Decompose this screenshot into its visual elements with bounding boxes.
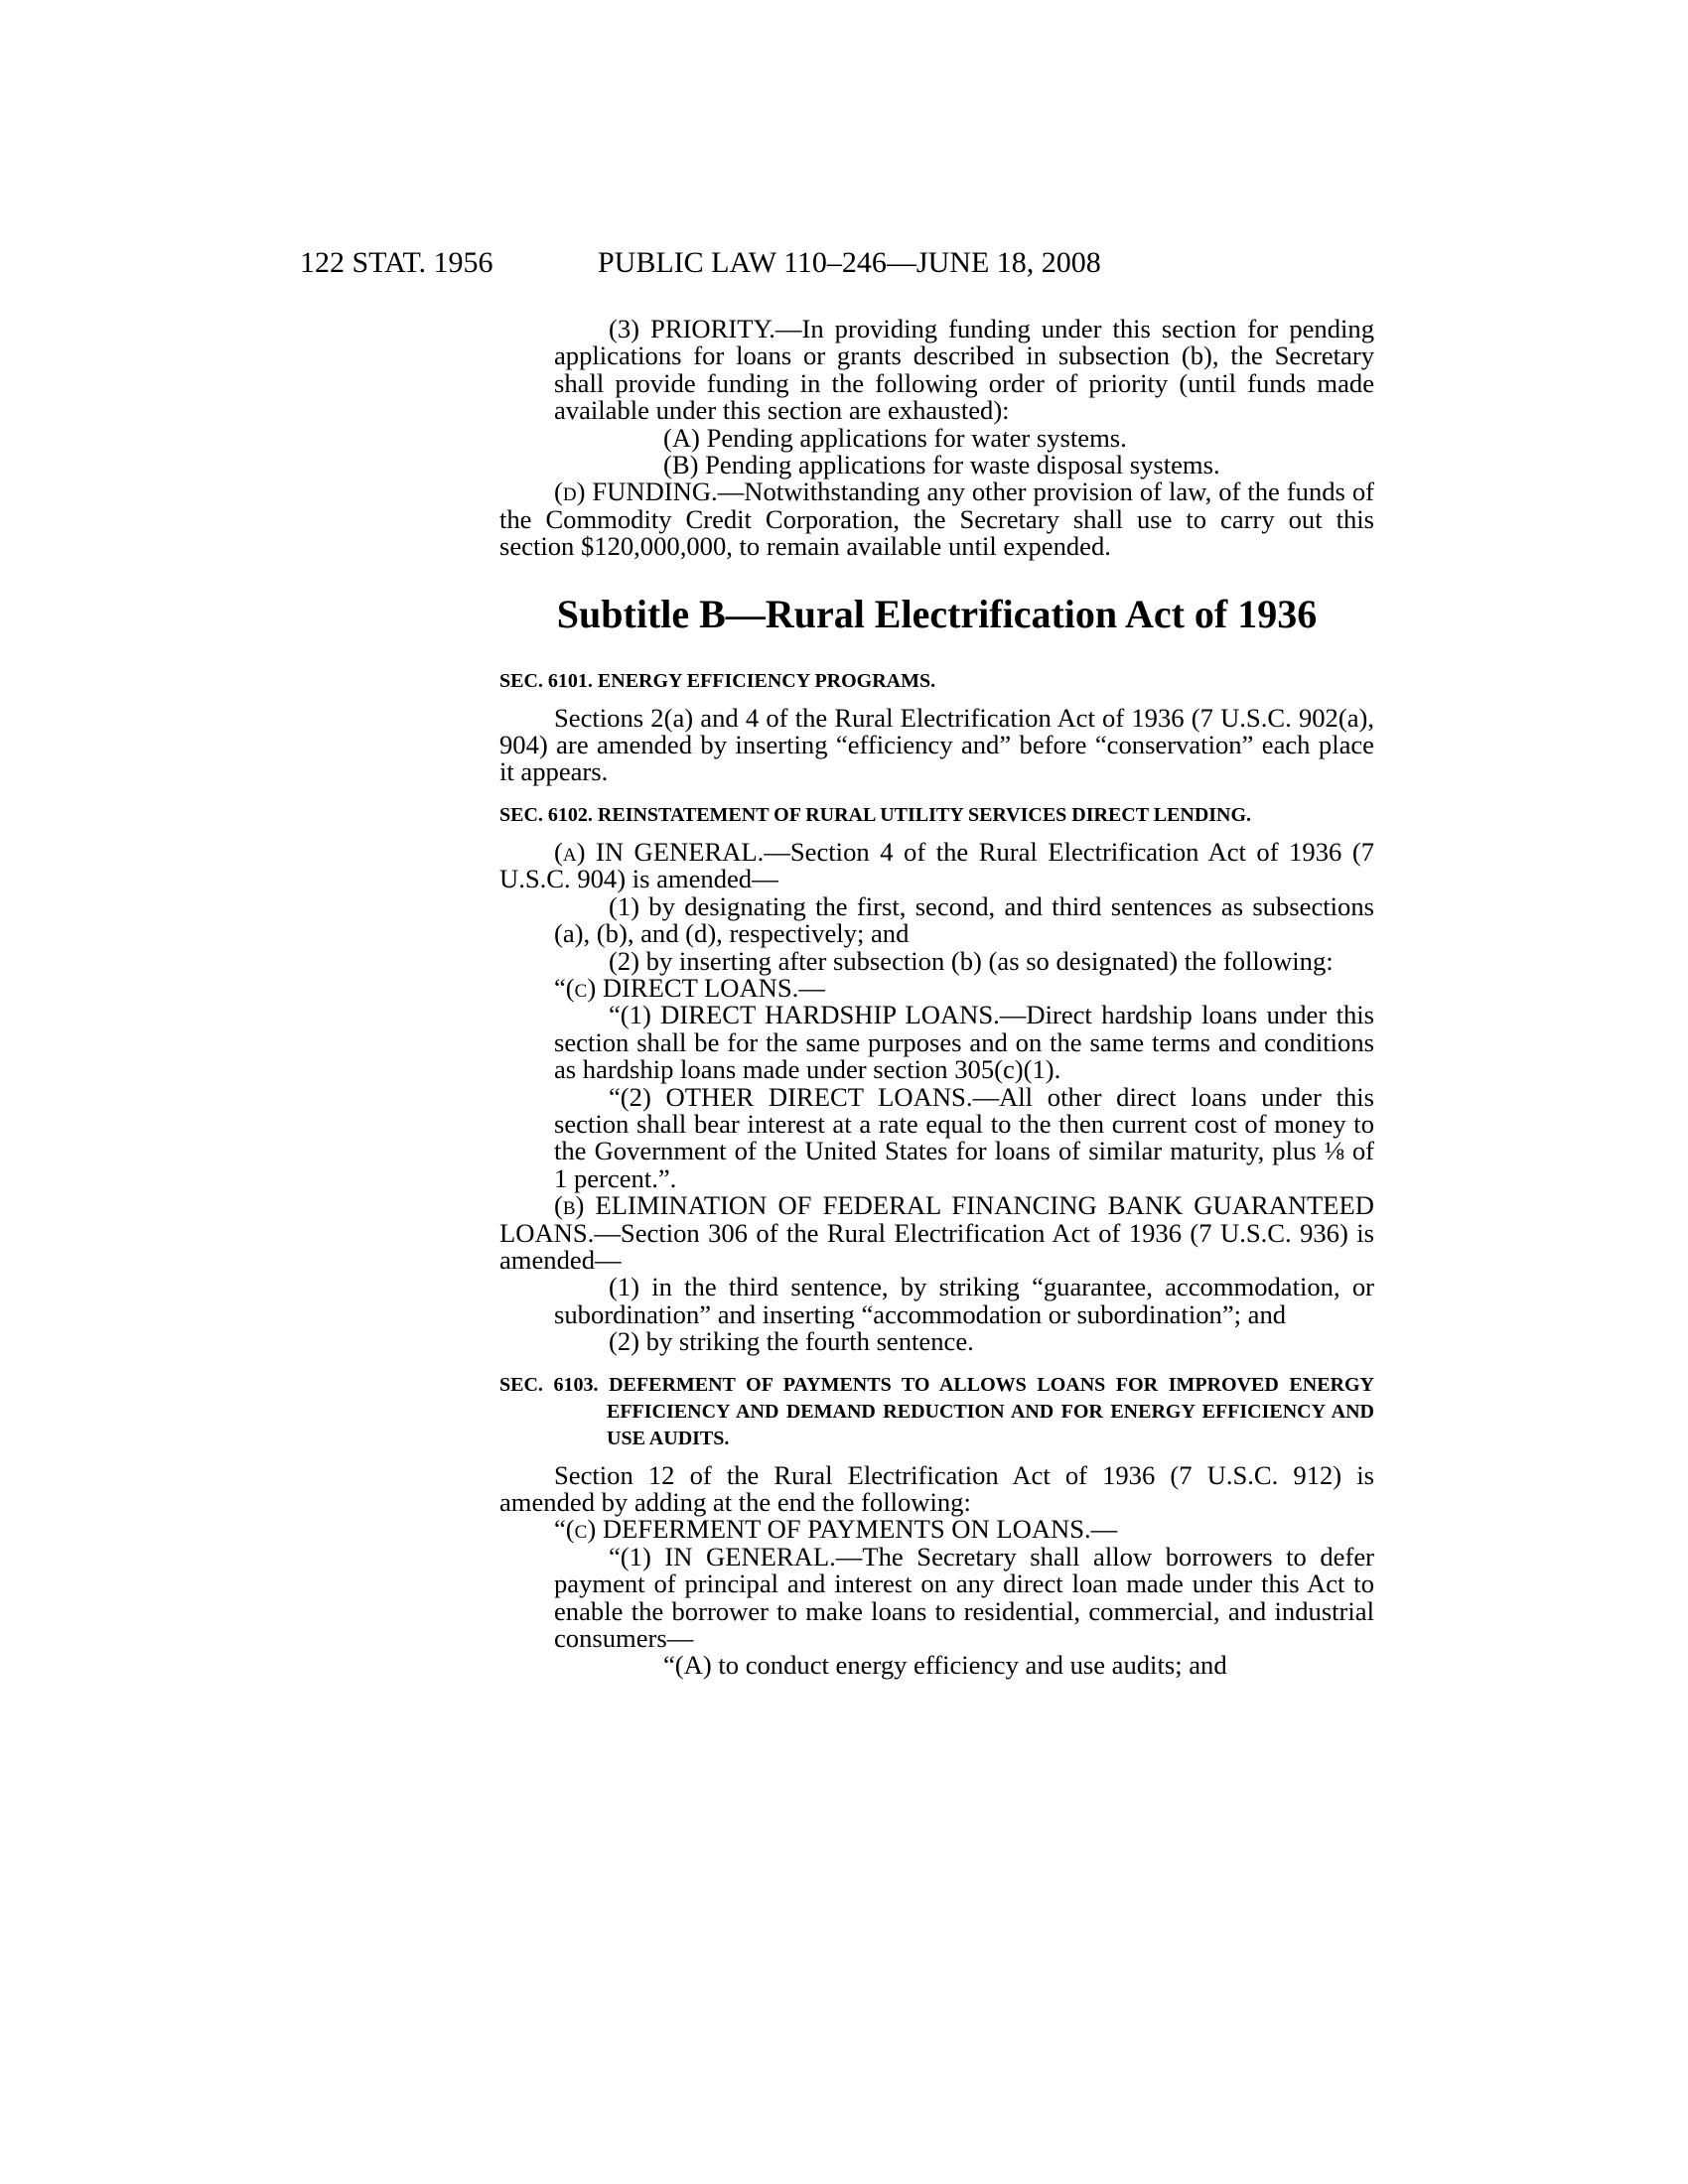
section-6102-heading: SEC. 6102. REINSTATEMENT OF RURAL UTILITY SERVICES DIRECT LENDING. [499,803,1252,826]
paragraph-other-loans [499,1081,1374,1193]
stat-page-number: 122 STAT. 1956 [300,246,493,279]
deferment-heading: “(c) DEFERMENT OF PAYMENTS ON LOANS.— [554,1514,1118,1545]
subtitle-heading: Subtitle B—Rural Electrification Act of 1936 [556,591,1318,636]
paragraph-inserting: (2) by inserting after subsection (b) (as so designated) the following: [609,945,1334,976]
funding-text: —Notwithstanding any other provision of law, of the funds of the Commodity Credit Corporation, the Secretary shall use to carry out this section $120,000,000, to remain available until expended. [499,477,1374,562]
ffb-text: —Section 306 of the Rural Electrification Act of 1936 (7 U.S.C. 936) is amended— [499,1217,1374,1275]
other-loans-text: —All other direct loans under this section shall bear interest at a rate equal to the then current cost of money to the Government of the United States for loans of similar maturity, plus ⅛ of 1 percent.”. [554,1081,1374,1193]
funding-heading: (d) FUNDING. [554,477,718,507]
running-head: PUBLIC LAW 110–246—JUNE 18, 2008 [598,246,1101,279]
paragraph-direct-loans [499,972,1374,1003]
paragraph-hardship-loans [499,1002,1374,1083]
paragraph-deferment-general [499,1541,1374,1654]
deferment-general-text: —The Secretary shall allow borrowers to defer payment of principal and interest on any direct loan made under this Act to enable the borrower to make loans to residential, commercial, and industrial consumers— [554,1541,1374,1654]
other-loans-heading: “(2) OTHER DIRECT LOANS. [609,1081,973,1112]
in-general-text: —Section 4 of the Rural Electrification Act of 1936 (7 U.S.C. 904) is amended— [499,836,1374,894]
direct-loans-heading: “(c) DIRECT LOANS.— [554,972,825,1003]
paragraph-designating: (1) by designating the first, second, and third sentences as subsections (a), (b), and (d), respectively; and [554,890,1374,949]
paragraph-priority [499,316,1374,425]
deferment-general-heading: “(1) IN GENERAL. [609,1541,836,1571]
in-general-heading: (a) IN GENERAL. [554,836,765,867]
priority-text: —In providing funding under this section for pending applications for loans or grants described in subsection (b), the Secretary shall provide funding in the following order of priority (until funds made available under this section are exhausted): [554,314,1375,426]
section-6103-heading: SEC. 6103. DEFERMENT OF PAYMENTS TO ALLOWS LOANS FOR IMPROVED ENERGY EFFICIENCY AND DEMAND REDUCTION AND FOR ENERGY EFFICIENCY AND USE AUDITS. [499,1373,1374,1449]
paragraph-ffb-elimination [499,1192,1374,1274]
page-header [0,246,1688,286]
paragraph-waste-systems: (B) Pending applications for waste disposal systems. [663,450,1220,480]
page-body [499,316,1374,1680]
paragraph-fourth-sentence: (2) by striking the fourth sentence. [609,1326,974,1357]
paragraph-third-sentence: (1) in the third sentence, by striking “guarantee, accommodation, or subordination” and inserting “accommodation or subordination”; and [554,1272,1374,1329]
paragraph-audits: “(A) to conduct energy efficiency and use audits; and [663,1650,1227,1681]
hardship-loans-text: —Direct hardship loans under this section shall be for the same purposes and on the same terms and conditions as hardship loans made under section 305(c)(1). [554,1000,1375,1085]
ffb-heading: (b) ELIMINATION OF FEDERAL FINANCING BANK GUARANTEED LOANS. [499,1190,1374,1248]
paragraph-water-systems: (A) Pending applications for water systems. [663,422,1127,453]
paragraph-funding [499,478,1374,560]
section-6101-heading: SEC. 6101. ENERGY EFFICIENCY PROGRAMS. [499,669,936,692]
priority-heading: (3) PRIORITY. [609,314,775,343]
hardship-loans-heading: “(1) DIRECT HARDSHIP LOANS. [609,1000,1000,1030]
section-6101-text: Sections 2(a) and 4 of the Rural Electrification Act of 1936 (7 U.S.C. 902(a), 904) are amended by inserting “efficiency and” before “conservation” each place it appears. [499,702,1374,787]
paragraph-deferment [499,1516,1374,1543]
paragraph-in-general [499,836,1374,894]
section-6103-text: Section 12 of the Rural Electrification Act of 1936 (7 U.S.C. 912) is amended by adding at the end the following: [499,1459,1374,1517]
